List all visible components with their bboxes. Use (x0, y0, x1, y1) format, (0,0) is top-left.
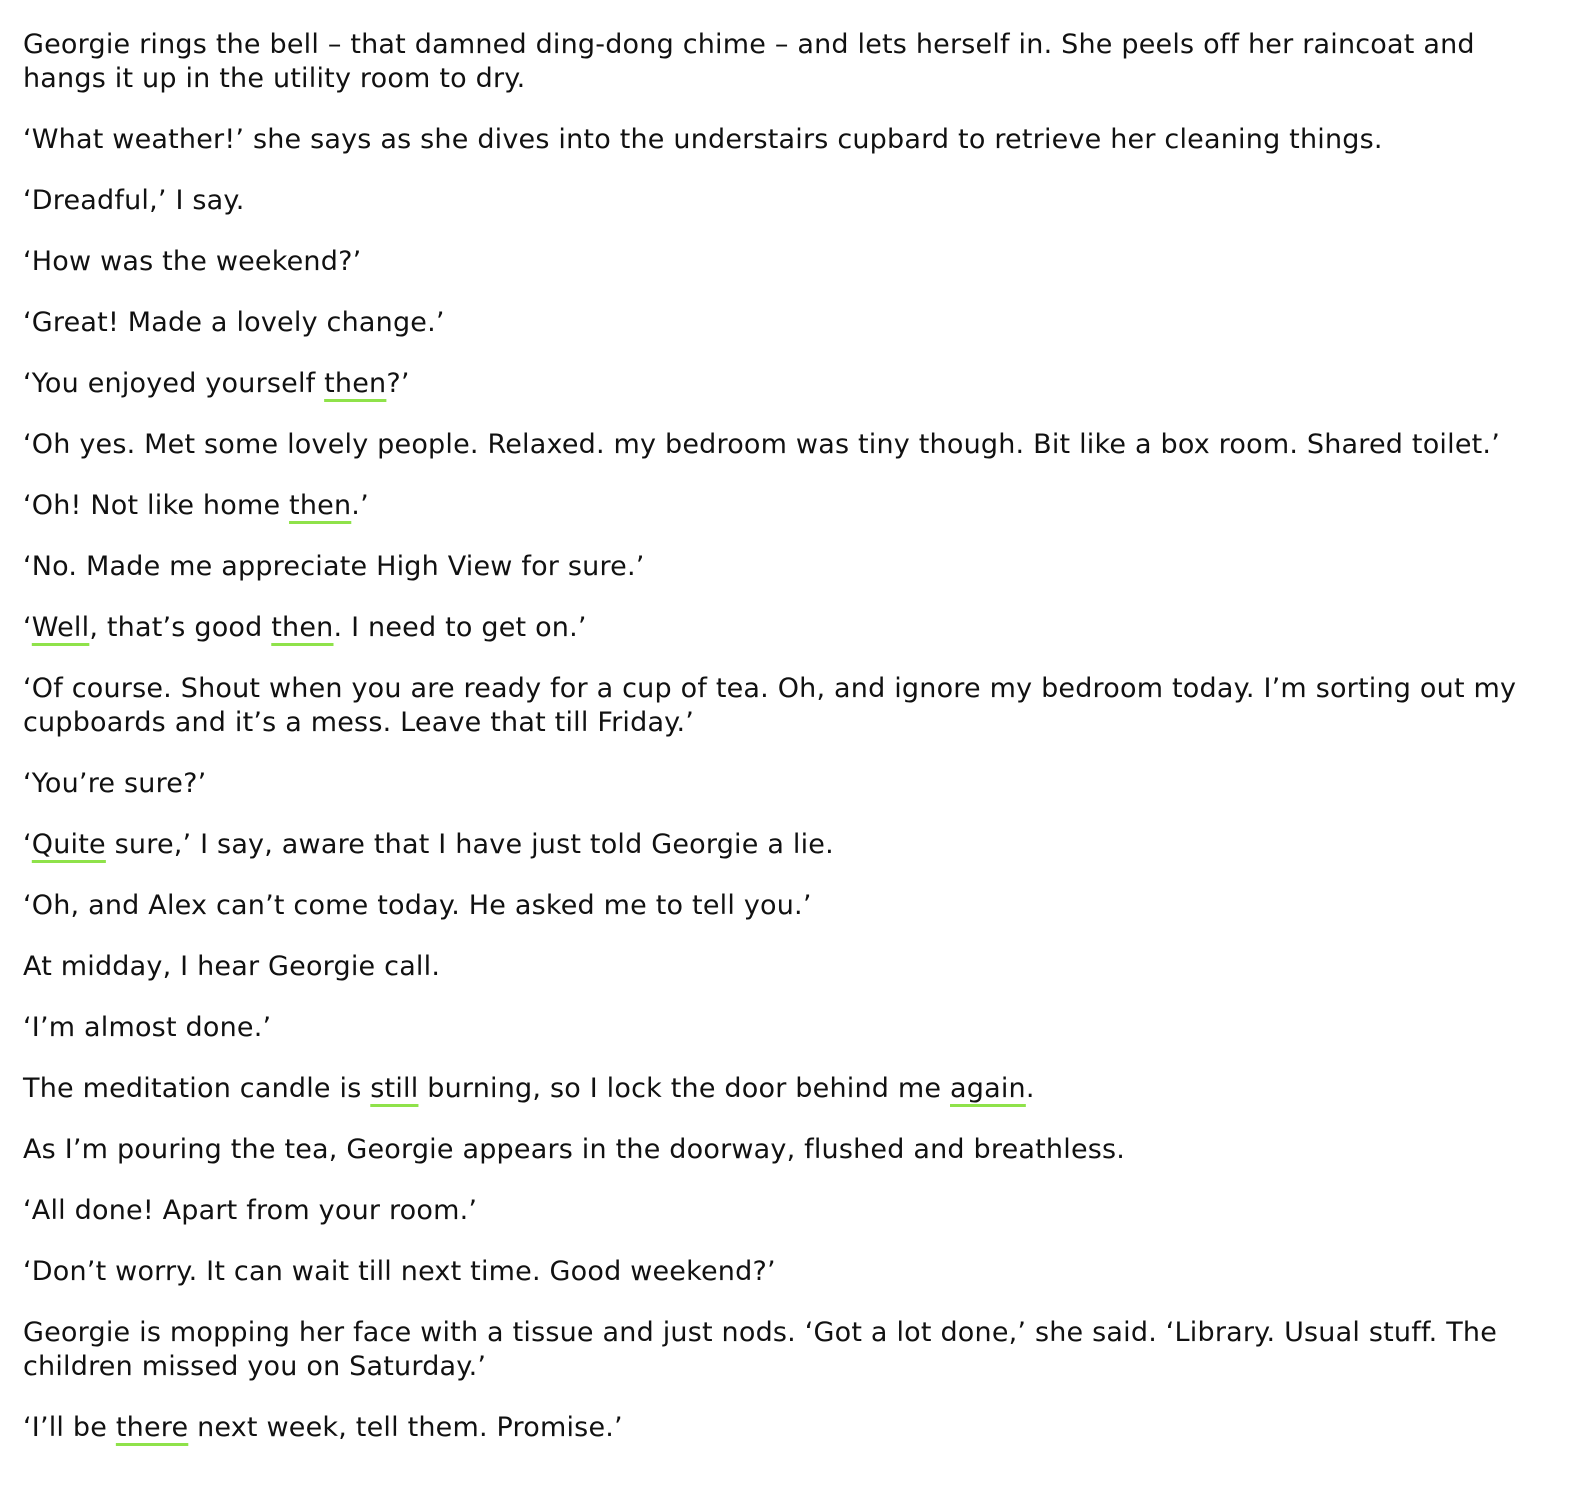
text-run: ‘I’ll be (23, 1412, 116, 1443)
text-run: ‘Of course. Shout when you are ready for a cup of tea. Oh, and ignore my bedroom today. I’m sorting out my cupboards and it’s a mess. Leave that till Friday.’ (23, 673, 1517, 738)
text-run: .’ (351, 490, 369, 521)
flagged-word[interactable]: Quite (31, 829, 106, 860)
text-run: ‘Great! Made a lovely change.’ (23, 307, 445, 338)
paragraph (23, 1133, 1552, 1167)
text-run: The meditation candle is (23, 1073, 371, 1104)
text-run: ‘How was the weekend?’ (23, 246, 362, 277)
paragraph (23, 767, 1552, 801)
text-run: , that’s good (89, 612, 272, 643)
paragraph (23, 428, 1552, 462)
paragraph (23, 1011, 1552, 1045)
flagged-word[interactable]: then (324, 368, 387, 399)
paragraph (23, 889, 1552, 923)
paragraph (23, 1194, 1552, 1228)
flagged-word[interactable]: again (950, 1073, 1026, 1104)
paragraph (23, 1072, 1552, 1106)
text-run: ‘You’re sure?’ (23, 768, 207, 799)
text-run: next week, tell them. Promise.’ (188, 1412, 623, 1443)
paragraph (23, 306, 1552, 340)
paragraph (23, 672, 1552, 740)
paragraph (23, 950, 1552, 984)
text-run: ?’ (386, 368, 410, 399)
paragraph (23, 1316, 1552, 1384)
text-run: As I’m pouring the tea, Georgie appears in the doorway, flushed and breathless. (23, 1134, 1126, 1165)
flagged-word[interactable]: then (271, 612, 334, 643)
paragraph (23, 123, 1552, 157)
text-run: ‘Oh! Not like home (23, 490, 290, 521)
text-run: ‘Oh, and Alex can’t come today. He asked me to tell you.’ (23, 890, 812, 921)
paragraph (23, 184, 1552, 218)
paragraph (23, 550, 1552, 584)
text-run: Georgie is mopping her face with a tissue and just nods. ‘Got a lot done,’ she said. ‘Library. Usual stuff. The children missed you on Saturday.’ (23, 1317, 1498, 1382)
text-run: ‘All done! Apart from your room.’ (23, 1195, 478, 1226)
flagged-word[interactable]: Well (31, 612, 90, 643)
text-run: . (1025, 1073, 1035, 1104)
text-run: burning, so I lock the door behind me (418, 1073, 950, 1104)
paragraph (23, 1255, 1552, 1289)
text-run: ‘I’m almost done.’ (23, 1012, 272, 1043)
text-run: ‘No. Made me appreciate High View for sure.’ (23, 551, 645, 582)
text-run: . I need to get on.’ (333, 612, 587, 643)
flagged-word[interactable]: then (289, 490, 352, 521)
text-run: ‘Oh yes. Met some lovely people. Relaxed. my bedroom was tiny though. Bit like a box room. Shared toilet.’ (23, 429, 1500, 460)
text-run: ‘ (23, 612, 32, 643)
paragraph (23, 1411, 1552, 1445)
text-run: ‘What weather!’ she says as she dives into the understairs cupbard to retrieve her cleaning things. (23, 124, 1383, 155)
text-run: At midday, I hear Georgie call. (23, 951, 441, 982)
text-run: ‘You enjoyed yourself (23, 368, 325, 399)
paragraph (23, 28, 1552, 96)
paragraph (23, 489, 1552, 523)
text-run: ‘Don’t worry. It can wait till next time. Good weekend?’ (23, 1256, 776, 1287)
text-run: ‘Dreadful,’ I say. (23, 185, 245, 216)
flagged-word[interactable]: still (370, 1073, 419, 1104)
paragraph (23, 245, 1552, 279)
paragraph (23, 367, 1552, 401)
paragraph (23, 611, 1552, 645)
flagged-word[interactable]: there (115, 1412, 189, 1443)
paragraph (23, 828, 1552, 862)
text-run: ‘ (23, 829, 32, 860)
text-run: sure,’ I say, aware that I have just told Georgie a lie. (105, 829, 834, 860)
text-run: Georgie rings the bell – that damned ding-dong chime – and lets herself in. She peels off her raincoat and hangs it up in the utility room to dry. (23, 29, 1475, 94)
